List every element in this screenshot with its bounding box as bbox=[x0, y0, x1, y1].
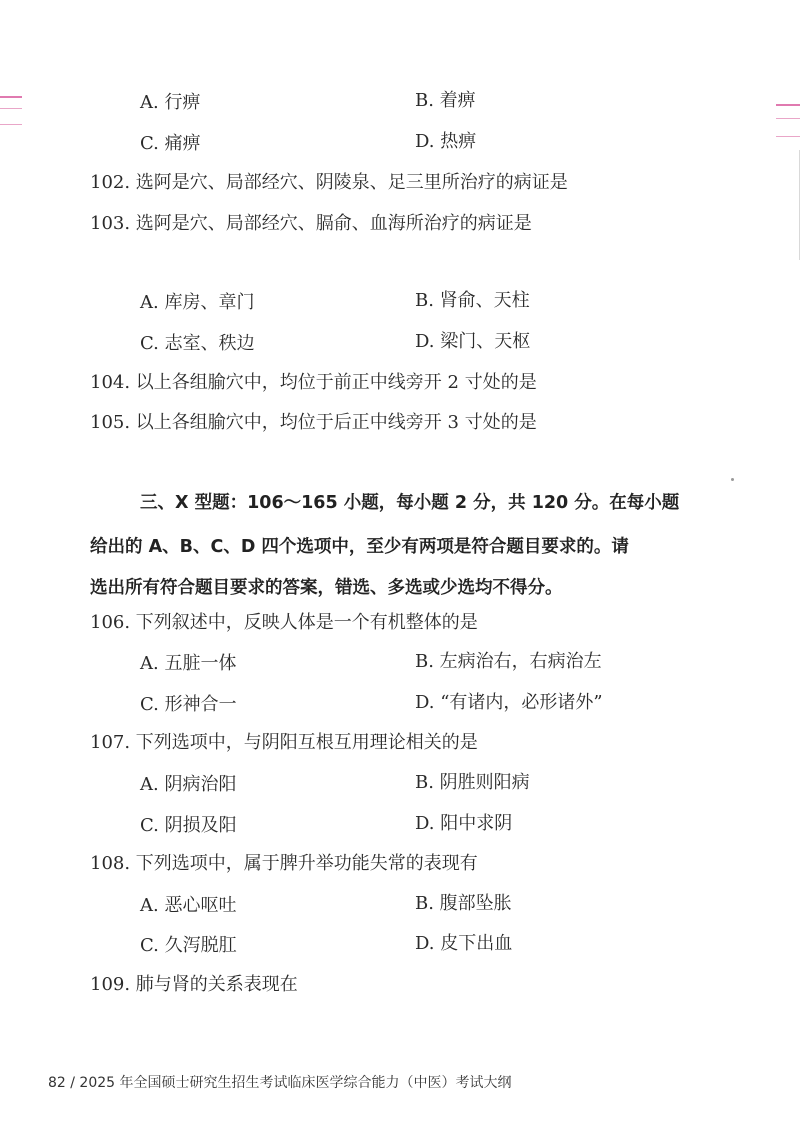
question-103: 103. 选阿是穴、局部经穴、膈俞、血海所治疗的病证是 bbox=[90, 213, 532, 234]
section-x-instructions-line1: 三、X 型题：106～165 小题，每小题 2 分，共 120 分。在每小题 bbox=[140, 493, 680, 513]
q104-option-a: A. 库房、章门 bbox=[140, 292, 255, 313]
q107-option-c: C. 阴损及阳 bbox=[140, 815, 237, 836]
q108-option-b: B. 腹部坠胀 bbox=[415, 893, 512, 914]
section-x-instructions-line2: 给出的 A、B、C、D 四个选项中，至少有两项是符合题目要求的。请 bbox=[90, 537, 629, 557]
page-edge-mark-left bbox=[0, 96, 22, 125]
q108-option-d: D. 皮下出血 bbox=[415, 933, 513, 954]
q107-option-b: B. 阴胜则阳病 bbox=[415, 772, 530, 793]
q101-option-c: C. 痛痹 bbox=[140, 133, 201, 154]
question-109: 109. 肺与肾的关系表现在 bbox=[90, 974, 298, 995]
question-105: 105. 以上各组腧穴中，均位于后正中线旁开 3 寸处的是 bbox=[90, 412, 537, 433]
scan-speck bbox=[731, 478, 734, 481]
question-106: 106. 下列叙述中，反映人体是一个有机整体的是 bbox=[90, 612, 478, 633]
q107-option-a: A. 阴病治阳 bbox=[140, 774, 237, 795]
question-102: 102. 选阿是穴、局部经穴、阴陵泉、足三里所治疗的病证是 bbox=[90, 172, 568, 193]
question-107: 107. 下列选项中，与阴阳互根互用理论相关的是 bbox=[90, 732, 478, 753]
q104-option-d: D. 梁门、天枢 bbox=[415, 331, 531, 352]
q108-option-c: C. 久泻脱肛 bbox=[140, 935, 237, 956]
q107-option-d: D. 阳中求阴 bbox=[415, 813, 513, 834]
section-x-instructions-line3: 选出所有符合题目要求的答案，错选、多选或少选均不得分。 bbox=[90, 578, 563, 598]
q104-option-b: B. 肾俞、天柱 bbox=[415, 290, 530, 311]
q101-option-d: D. 热痹 bbox=[415, 131, 477, 152]
q101-option-b: B. 着痹 bbox=[415, 90, 476, 111]
q101-option-a: A. 行痹 bbox=[140, 92, 201, 113]
q106-option-d: D. “有诸内，必形诸外” bbox=[415, 692, 603, 713]
q106-option-a: A. 五脏一体 bbox=[140, 653, 237, 674]
page-edge-mark-right bbox=[776, 104, 800, 137]
page-footer: 82 / 2025 年全国硕士研究生招生考试临床医学综合能力（中医）考试大纲 bbox=[48, 1075, 512, 1091]
q106-option-b: B. 左病治右，右病治左 bbox=[415, 651, 602, 672]
question-108: 108. 下列选项中，属于脾升举功能失常的表现有 bbox=[90, 853, 478, 874]
question-104: 104. 以上各组腧穴中，均位于前正中线旁开 2 寸处的是 bbox=[90, 372, 537, 393]
q104-option-c: C. 志室、秩边 bbox=[140, 333, 255, 354]
q106-option-c: C. 形神合一 bbox=[140, 694, 237, 715]
q108-option-a: A. 恶心呕吐 bbox=[140, 895, 237, 916]
